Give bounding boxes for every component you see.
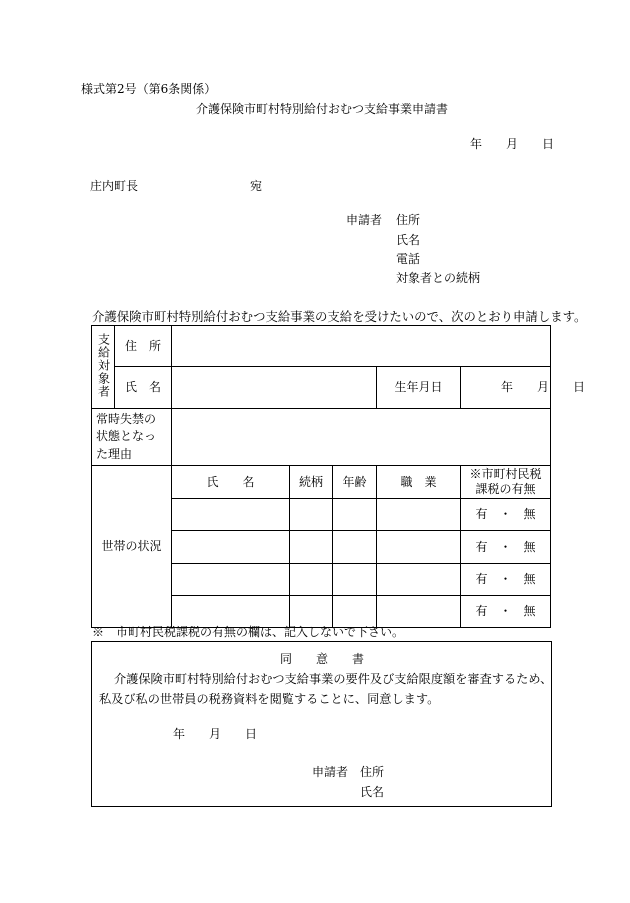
member-name-field[interactable] — [172, 564, 290, 596]
household-label: 世帯の状況 — [92, 466, 172, 628]
member-age-field[interactable] — [333, 564, 377, 596]
member-name-field[interactable] — [172, 531, 290, 564]
consent-line2: 私及び私の世帯員の税務資料を閲覧することに、同意します。 — [99, 692, 440, 706]
member-relation-field[interactable] — [290, 564, 333, 596]
applicant-relation-label: 対象者との続柄 — [396, 271, 481, 285]
member-relation-field[interactable] — [290, 499, 333, 531]
header-tax — [461, 466, 551, 499]
member-age-field[interactable] — [333, 531, 377, 564]
member-age-field[interactable] — [333, 596, 377, 628]
birth-date-field[interactable]: 年 月 日 — [461, 367, 551, 409]
member-job-field[interactable] — [377, 531, 461, 564]
name-field[interactable] — [172, 367, 377, 409]
member-job-field[interactable] — [377, 499, 461, 531]
header-tax-line1: ※市町村民税 — [469, 466, 542, 481]
address-field[interactable] — [172, 326, 551, 367]
consent-title: 同 意 書 — [280, 652, 365, 666]
consent-applicant-label: 申請者 — [312, 765, 349, 779]
header-relation: 続柄 — [290, 466, 333, 499]
header-age: 年齢 — [333, 466, 377, 499]
header-tax-line2: 課税の有無 — [475, 482, 536, 497]
address-label: 住 所 — [115, 326, 172, 367]
addressee-honorific: 宛 — [250, 179, 263, 193]
member-job-field[interactable] — [377, 596, 461, 628]
member-age-field[interactable] — [333, 499, 377, 531]
consent-box — [91, 641, 552, 807]
consent-date: 年 月 日 — [173, 727, 258, 741]
target-label-cell — [92, 326, 115, 409]
applicant-address-label: 住所 — [396, 213, 421, 227]
form-number: 様式第2号（第6条関係） — [81, 82, 217, 96]
header-name: 氏 名 — [172, 466, 290, 499]
member-relation-field[interactable] — [290, 596, 333, 628]
intro-text: 介護保険市町村特別給付おむつ支給事業の支給を受けたいので、次のとおり申請します。 — [92, 309, 587, 324]
member-tax-status: 有 ・ 無 — [461, 531, 551, 564]
consent-line1: 介護保険市町村特別給付おむつ支給事業の要件及び支給限度額を審査するため、 — [114, 672, 553, 686]
reason-label: 常時失禁の状態となった理由 — [92, 409, 172, 466]
consent-name-label: 氏名 — [360, 785, 385, 799]
header-job: 職 業 — [377, 466, 461, 499]
consent-address-label: 住所 — [360, 765, 385, 779]
member-job-field[interactable] — [377, 564, 461, 596]
tax-note: ※ 市町村民税課税の有無の欄は、記入しないで下さい。 — [92, 625, 405, 639]
member-name-field[interactable] — [172, 596, 290, 628]
birth-label: 生年月日 — [377, 367, 461, 409]
addressee: 庄内町長 — [90, 179, 139, 193]
name-label: 氏 名 — [115, 367, 172, 409]
target-label: 支給対象者 — [96, 332, 111, 398]
member-relation-field[interactable] — [290, 531, 333, 564]
member-tax-status: 有 ・ 無 — [461, 564, 551, 596]
member-name-field[interactable] — [172, 499, 290, 531]
member-tax-status: 有 ・ 無 — [461, 499, 551, 531]
form-date: 年 月 日 — [470, 137, 555, 151]
application-table — [91, 325, 586, 628]
form-title: 介護保険市町村特別給付おむつ支給事業申請書 — [196, 102, 449, 116]
applicant-phone-label: 電話 — [396, 252, 421, 266]
applicant-label: 申請者 — [346, 213, 383, 227]
applicant-name-label: 氏名 — [396, 233, 421, 247]
reason-field[interactable] — [172, 409, 551, 466]
member-tax-status: 有 ・ 無 — [461, 596, 551, 628]
